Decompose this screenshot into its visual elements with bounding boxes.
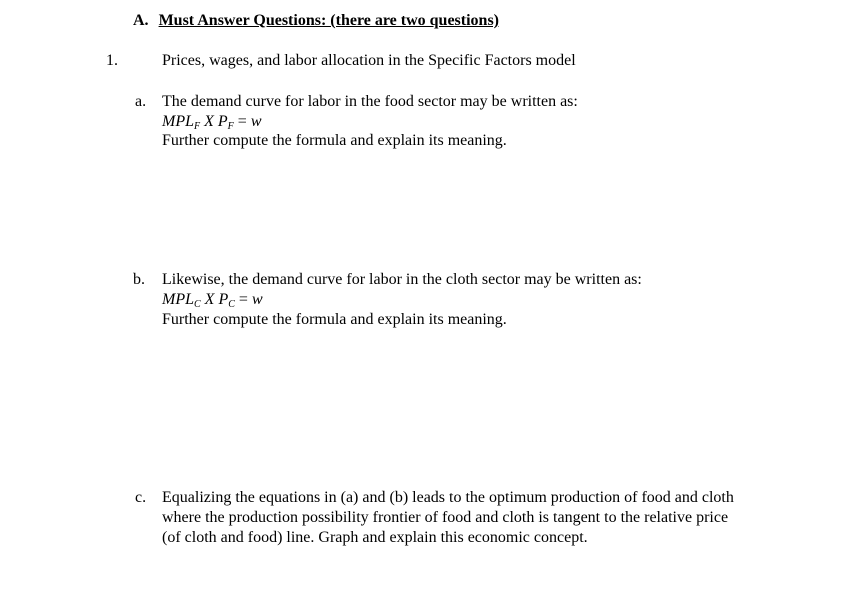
section-label: A. xyxy=(133,12,149,29)
part-c-text-line2: where the production possibility frontier of food and cloth is tangent to the relative price xyxy=(162,509,729,526)
section-title: Must Answer Questions: (there are two questions) xyxy=(158,12,499,29)
part-a-label: a. xyxy=(135,93,147,110)
formula-mpl-subscript: F xyxy=(194,121,201,132)
formula-equals: = xyxy=(233,113,251,130)
formula-times: X xyxy=(200,291,219,308)
question-title: Prices, wages, and labor allocation in the Specific Factors model xyxy=(162,52,576,69)
part-c-text-line3: (of cloth and food) line. Graph and explain this economic concept. xyxy=(162,529,588,546)
question-number: 1. xyxy=(106,52,118,69)
formula-wage: w xyxy=(251,291,263,308)
part-a-formula xyxy=(162,112,261,132)
part-c-text-line1: Equalizing the equations in (a) and (b) leads to the optimum production of food and cloth xyxy=(162,489,734,506)
part-b-instruction: Further compute the formula and explain its meaning. xyxy=(162,311,507,328)
formula-price-subscript: C xyxy=(228,299,235,310)
formula-mpl-subscript: C xyxy=(194,299,201,310)
formula-price: P xyxy=(217,113,228,130)
formula-price-subscript: F xyxy=(227,121,234,132)
formula-wage: w xyxy=(250,113,262,130)
part-c-label: c. xyxy=(135,489,147,506)
part-b-label: b. xyxy=(133,271,145,288)
formula-equals: = xyxy=(234,291,252,308)
part-a-instruction: Further compute the formula and explain its meaning. xyxy=(162,132,507,149)
part-a-intro: The demand curve for labor in the food sector may be written as: xyxy=(162,93,578,110)
section-heading xyxy=(133,11,499,31)
formula-mpl: MPL xyxy=(162,291,194,308)
formula-price: P xyxy=(218,291,229,308)
part-b-formula xyxy=(162,290,263,310)
part-b-intro: Likewise, the demand curve for labor in the cloth sector may be written as: xyxy=(162,271,642,288)
formula-times: X xyxy=(200,113,218,130)
formula-mpl: MPL xyxy=(162,113,194,130)
